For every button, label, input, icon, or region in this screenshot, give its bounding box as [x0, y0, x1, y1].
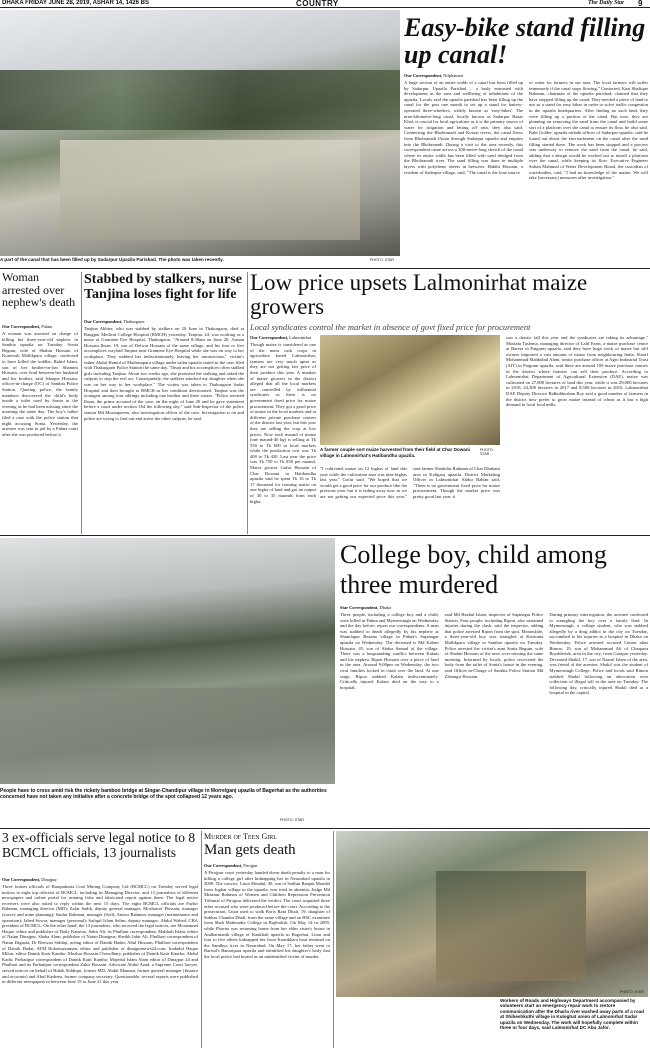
- section-title: COUNTRY: [296, 0, 339, 8]
- maize-byline-place: Lalmonirhat: [289, 335, 311, 340]
- maize-photo: [320, 335, 500, 445]
- college-column-2: said Md Hazbul Islam, inspector of Sujanagar Police Station. Four people, including Ripon, also sustained injuries during the clash, said the inspector, adding that police arrested Ripon from the spot. Meanwhile, a three-year-old boy was strangled at Kristoma Mallikpara village in Santhia upazila on Tuesday. Police arrested the victim's aunt Sonia Begum, wife of Shahin Hossain of the area, over missing the same morning. Informed by locals, police recovered the body from the toilet of Sonia's house in the evening, said Officer-in-Charge of Santhia Police Station Md Zahangir Hossain.: [444, 612, 544, 679]
- maize-headline: Low price upsets Lalmonirhat maize growers: [250, 271, 588, 319]
- canal-photo: [0, 10, 400, 256]
- maize-column-3: saw a drastic fall this year and the syndicates are taking its advantage." Mostafa Taslema, managing director of Lalil Farm, a maize purchase centre at Barera in Patgram upazila, said they have huge stock of maize but still owners imported a vast amount of maize from neighbouring India. Sharif Mohammad Mahbubul Alam, senior purchase officer at Agro Industrial Trust (AIT) in Patgram upazila, said there are around 100 maize purchase centres in the district where farmers can sell their produce. According to Lalmonirhat Department of Agricultural Extension (DAE), maize was cultivated on 27,800 hectares of land this year, while it was 29,000 hectares in 2018, 24,300 hectares in 2017 and 8,500 hectares in 2016. Lalmonirhat DAE Deputy Director Bidhubhushan Roy said a good number of farmers in the district now prefer to grow maize instead of wheat as it has a high demand in local food mills.: [506, 335, 648, 408]
- divider-v3: [201, 831, 202, 1048]
- exofficials-byline: [2, 877, 198, 882]
- exofficials-byline-place: Dinajpur: [41, 877, 57, 882]
- woman-headline: Woman arrested over nephew's death: [2, 271, 76, 309]
- divider-mid: [0, 535, 650, 536]
- teengirl-byline-org: Our Correspondent,: [204, 863, 243, 868]
- college-headline: College boy, child among three murdered: [340, 540, 607, 599]
- woman-body: A woman was arrested on charge of killing her three-year-old nephew in Santhia upazila on Tuesday. Sonia Begum, wife of Shahin Hossain of Kornerali Mallikpara village, confessed to have killed the toddler, Rahid Islam, son of her brother-in-law Shamim Hossain, over feud between her husband and his brother, said Ishaque Hossain, officer-in-charge (OC) of Santhia Police Station. Quoting police, the family members discovered the child's body inside a toilet used by Sonia in the evening as he had been missing since the morning the same day. The boy's father filed a case with the police station that night accusing Sonia. Yesterday, the arrestee was sent to jail by a Pabna court after she was produced before it.: [2, 331, 78, 437]
- canal-column-1: A large section of an entire width of a canal has been filled up by Sadarpur Upazila Parishad – a body entrusted with development in the area and wellbeing of inhabitants of the upazila. Locals said the upazila parishad has been filling up the canal for the past one month to set up a stand for battery-operated three-wheelers, widely known as 'easy-bikes'. The nine-kilometre-long canal, locally known as Sadarpur Bazar Khal, is crucial for local agriculture as it is the primary source of water for irrigation and letting off rain, they also said. Connecting the Bhobranadi and Kossai rivers, the canal flows from Bhobranadi Union through Sadarpur upazila and empties into the Bhobranadi. During a visit to the area recently, this correspondent came across a 300-metre-long stretch of the canal where its entire width has been filled with sand dredged from the Bhobranadi river. The sand filling was done in multiple layers with polythene sheets in between. Habibi Hossain, a resident of Sadarpur village, said, "The canal is the lone source: [404, 80, 524, 175]
- maize-subhead: Local syndicates control the market in absence of govt fixed price for procurement: [250, 322, 531, 332]
- bridge-photo-credit: PHOTO: STAR: [280, 818, 305, 822]
- college-byline-place: Dhaka: [379, 605, 391, 610]
- bridge-caption: People have to cross amid risk the rickety bamboo bridge at Singar-Chandipur village in Morrelganj upazila of Bagerhat as the authorities concerned have not taken any initiative after a concrete bridge of the spot collapsed 12 years ago.: [0, 788, 327, 800]
- roads-photo-workers: [436, 871, 586, 981]
- newspaper-logo: The Daily Star: [588, 0, 625, 6]
- stalkers-byline-org: Our Correspondent,: [84, 319, 123, 324]
- canal-body: [404, 80, 648, 266]
- divider-top: [0, 268, 650, 269]
- teengirl-body: A Pirojpur court yesterday handed down death penalty to a man for killing a college girl after kidnapping her in Nesarabad upazila in 2009. The convict, Liton Mondal, 30, son of Sadhin Ranjan Mondal from Jughar village in the upazila, was tried in absentia. Judge Md Mizanur Rahman of Women and Children Repression Prevention Tribunal of Pirojpur delivered the verdict. The court acquitted three other accused who were produced before the court. According to the prosecution, Liton used to stalk Boris Rani Dhali, 19, daughter of Subhas Chandra Dhali, from the same village and an HSC examinee from Shah Mahmudia College in Rajibalish. On May 14 in 2009, while Phorna was returning home from her elder sister's house in Andharmanik village of Kaukhali upazila in Bagerhat, Liton and four to five others kidnapped her from Kaurikhara boat terminal on the Sandhya river in Nesarabad. On May 17, her father went to Barisal's Banaripara upazila and identified his daughter's body that the local police had buried as an unidentified victim of murder.: [204, 870, 330, 959]
- divider-lower: [0, 828, 650, 829]
- roads-photo-credit: PHOTO: STAR: [620, 990, 645, 994]
- teengirl-headline: Man gets death: [204, 842, 296, 858]
- woman-byline: [2, 324, 78, 329]
- canal-byline: [404, 73, 648, 78]
- canal-photo-credit: PHOTO: STAR: [370, 258, 395, 262]
- canal-column-2: of water for farmers in our area. The local farmers will suffer immensely if the canal stops flowing." Contacted, Kazi Shafique Rahman, chairman of the upazila parishad, claimed that they have stopped filling up the canal. They needed a piece of land to use as a stand for easy bikes in order to solve traffic congestion in the upazila headquarters. After finding no such land, they were filling up a portion of the canal. But now, they are planning on removing the sand from the canal and build some sort of a platform over the canal to ensure its flow, he also said. Rabi Golder, upazila nirbahi officer of Sadarpur upazila, said he found out about the encroachment on the canal after the sand filling started there. The work has been stopped and a process was underway to remove the sand from the canal, he said, adding that a design would be worked out to install a platform over the canal, while keeping its flow. Executive Engineer Sultan Mahmud of Water Development Board, the custodian of waterbodies, said, "I had no knowledge of the matter. We will take [necessary] measures after investigation.": [529, 80, 648, 181]
- canal-byline-place: Nilphamari: [443, 73, 464, 78]
- divider-v4: [333, 831, 334, 1048]
- canal-photo-trees: [0, 70, 400, 130]
- exofficials-headline: 3 ex-officials serve legal notice to 8 BCMCL officials, 13 journalists: [2, 831, 196, 860]
- masthead-bar: [0, 0, 650, 8]
- bridge-photo-water: [0, 688, 335, 784]
- college-column-1: Three people, including a college boy and a child, were killed in Pabna and Mymensingh on Wednesday and the day before, report our correspondents. A man was stabbed to death allegedly by his nephew at Shamlapur Bezana village in Pabna's Sujanagar upazila on Wednesday. The deceased is Md Kalam Hossain, 45, son of Abdus Samad of the village. There was a longstanding conflict between Kalam and his nephew Ripon Hossain over a piece of land in the area. Around 9:00pm on Wednesday, the two rival families locked in clash over the land. At one stage, Ripon stabbed Kalam indiscriminately. Critically injured Kalam died on the way to a hospital,: [340, 612, 439, 690]
- maize-column-1: Though maize is considered as one of the main cash crops in agriculture based Lalmonirhat, farmers are very much upset as they are not getting fair price of their produce this year. A number of maize growers in the district alleged that all the local markets are controlled by influential syndicates as there is no government fixed price for maize procurement. They got a good price of maize in the local markets and at different private purchase centres of the district last year, but this year they are selling the crop at low prices. Now each maund of maize (one maund-40 kg) is selling at Tk 550 to Tk 600 in local markets while the production cost was Tk 400 to Tk 420. Last year the price was Tk 750 to Tk 850 per maund. Maize grower Gafur Hossain of Char Dowani in Hatibandha upazila said he spent Tk 16 to Tk 17 thousand for farming maize on one bigha of land and got an output of 30 to 35 maunds from each bigha.: [250, 342, 316, 504]
- canal-photo-sand: [60, 140, 360, 240]
- bridge-photo: [0, 538, 335, 784]
- roads-caption: Workers of Roads and Highways Department accompanied by volunteers start an emergency repair work to restore communication after the Dharla river washed away parts of a road at Shibeshkuthi village in Kuloghat union of Lalmonirhat Sadar upazila on Wednesday. The work will hopefully complete within three or four days, said Lalmonirhat DC Abu Jafor.: [500, 998, 644, 1031]
- dateline: DHAKA FRIDAY JUNE 28, 2019, ASHAR 14, 1426 BS: [2, 0, 149, 6]
- stalkers-byline-place: Thakurgaon: [123, 319, 145, 324]
- teengirl-kicker: Murder of Teen Girl: [204, 832, 277, 841]
- canal-byline-org: Our Correspondent,: [404, 73, 443, 78]
- college-column-3: During primary interrogation, the arrestee confessed to strangling the boy over a family feud. In Mymensingh, a college student, who was stabbed allegedly by a drug addict in the city on Tuesday, succumbed to his injuries at a hospital in Dhaka on Wednesday. Police arrested accused Limon alias Rimon, 19, son of Mohammad Ali of Charpara Boyddertek, area in the city, from Garapar yesterday. Deceased Shakil, 17, son of Nazrul Islam of the area, was friend of the arrestee. Shakil was the student of Mymensingh College. Police and locals said Rimon stabbed Shakil following an altercation over collection of illegal toll in the area on Tuesday. The following day, critically injured Shakil died at a hospital in the capital.: [549, 612, 648, 696]
- stalkers-body: Tanjina Akhter, who was stabbed by stalkers on 20 June in Thakurgaon, died at Rangpur Medical College Hospital (RMCH) yesterday. Tanjina, 24, was working as a nurse at Gramene Eye Hospital, Thakurgaon. "Around 8:30am on June 20, Arman Hossain Ihsan, 19, son of Delwar Hossain of the same village, and his four or five accomplices waylaid Tanjina near Gramene Eye Hospital while she was on way to her workplace. They stabbed her indiscriminately, leaving her unconscious," victim's father Abdul Hamid of Madrasapara village under sadar upazila stated in the case filed with Thakurgaon Police Station the same day. "Ihsan and his accomplices often stalked girls including Tanjina. About two weeks ago, she protested the stalking and asked the culprits to stop the evil act. Consequently, the stalkers attacked my daughter when she was on her way to her workplace." The victim was taken to Thakurgaon Sadar Hospital and then brought to RMCH as her condition deteriorated. Tanjina was the youngest among four siblings including one brother and three sisters. "Police arrested Ihsan, the prime accused of the case, on the night of June 20 and he gave statement before a court under section 164 the following day," said Sub-Inspector of the police station Md Mostaqueem, also investigation officer of the case. Investigation is on and police are trying to find out and arrest the other culprits, he said.: [84, 326, 244, 421]
- maize-byline-org: Our Correspondent,: [250, 335, 289, 340]
- exofficials-body: Three former officials of Barapukuria Coal Mining Company Ltd (BCMCL) on Tuesday served legal notices to eight top officials of BCMCL, including its Managing Director, and 13 journalists of different newspapers and online portal for running false and fabricated report against them. The legal notice receivers were also asked to reply within the next 15 days. The eight BCMCL officials are Fazlur Rahman, managing director (MD); Zafar Sadik, deputy general manager; Mosharrof Hossain, manager (survey and mine planning); Saidur Rahman, manager (Soil); Anisur Rahman, manager (maintenance and operation); Jahed Sowar, manager (personal); Safiqul Islam Selim, deputy manager; Abdul Wahed, CBA president of BCMCL. On the other hand, the 13 journalists, who received the legal notices, are Mosammel Haque, editor and publisher of Daily Kaustoo, Sabir Ali, its Phulbari correspondent, Mahbub Islam, editor of Natun Dinajpur. Shaha Alam, publisher of Natun Dinajpur; Sheikh Jahir Ali, Phulbari correspondent of Natun Diganta; Dr Rezwan Siddiqi, acting editor of Dainik Hadat; Abul Hossain, Phulbari correspondent of Dainik Hadat, ATM Rokonuzzaman, editor and publisher of dinajpurnews24.com; Iradadul Haque Milon, editor Dainik Katir Kantho; Mozhar Hossain Chowdhury, publisher of Dainik Katir Kantho; Abdul Kadir, Parbatipur correspondent of Dainik Katir Kantho; Majedul Islam Alam editor of Dinajpur 24 and Phulbari and its Parbatipur correspondent Zakir Hossain. Advocate Abdul Azad, a Supreme Court lawyer, served notices on behalf of Habib Siddiqui, former MD, Abdul Mannan, former general manager (finance and accounts) and Abul Kashem, former company secretary. Questionable, several reports were published in different newspapers in between June 19 to June 21 this year.: [2, 884, 198, 985]
- exofficials-byline-org: Our Correspondent,: [2, 877, 41, 882]
- teengirl-byline: [204, 863, 330, 868]
- canal-headline: Easy-bike stand filling up canal!: [404, 14, 646, 68]
- college-byline: [340, 605, 440, 610]
- maize-column-2: "I cultivated maize on 12 bighas of land this year while the cultivation area was nine bighas last year," Gofur said. "We hoped that we would get a good price for our produce like the previous year, but it is fading away now as we are not getting our expected price this year," said farmer Shahidur Rahman of Char Dhubani area in Kaliganj upazila. District Marketing Officer in Lalmonirhat Abdur Rahim said, "There is no government fixed price for maize procurement. Though the market price was pretty good last year, it: [320, 466, 500, 499]
- divider-v2: [247, 272, 248, 534]
- stalkers-headline: Stabbed by stalkers, nurse Tanjina loses fight for life: [84, 272, 242, 302]
- page-number: 9: [638, 0, 643, 8]
- college-body: [340, 612, 648, 824]
- woman-byline-place: Pabna: [41, 324, 52, 329]
- teengirl-byline-place: Pirojpur: [243, 863, 258, 868]
- canal-caption: A part of the canal that has been filled up by Sadarpur Upazila Parishad. The photo was taken recently.: [0, 257, 224, 262]
- divider-v1: [81, 272, 82, 534]
- stalkers-byline: [84, 319, 244, 324]
- woman-byline-org: Our Correspondent,: [2, 324, 41, 329]
- maize-photo-credit: PHOTO: STAR: [480, 448, 494, 456]
- maize-caption: A farmer couple sort maize harvested from their field at Char Dowani village in Lalmonirhat's Hatibandha upazila.: [320, 447, 470, 458]
- college-byline-org: Star Correspondent,: [340, 605, 379, 610]
- roads-photo: [336, 831, 648, 997]
